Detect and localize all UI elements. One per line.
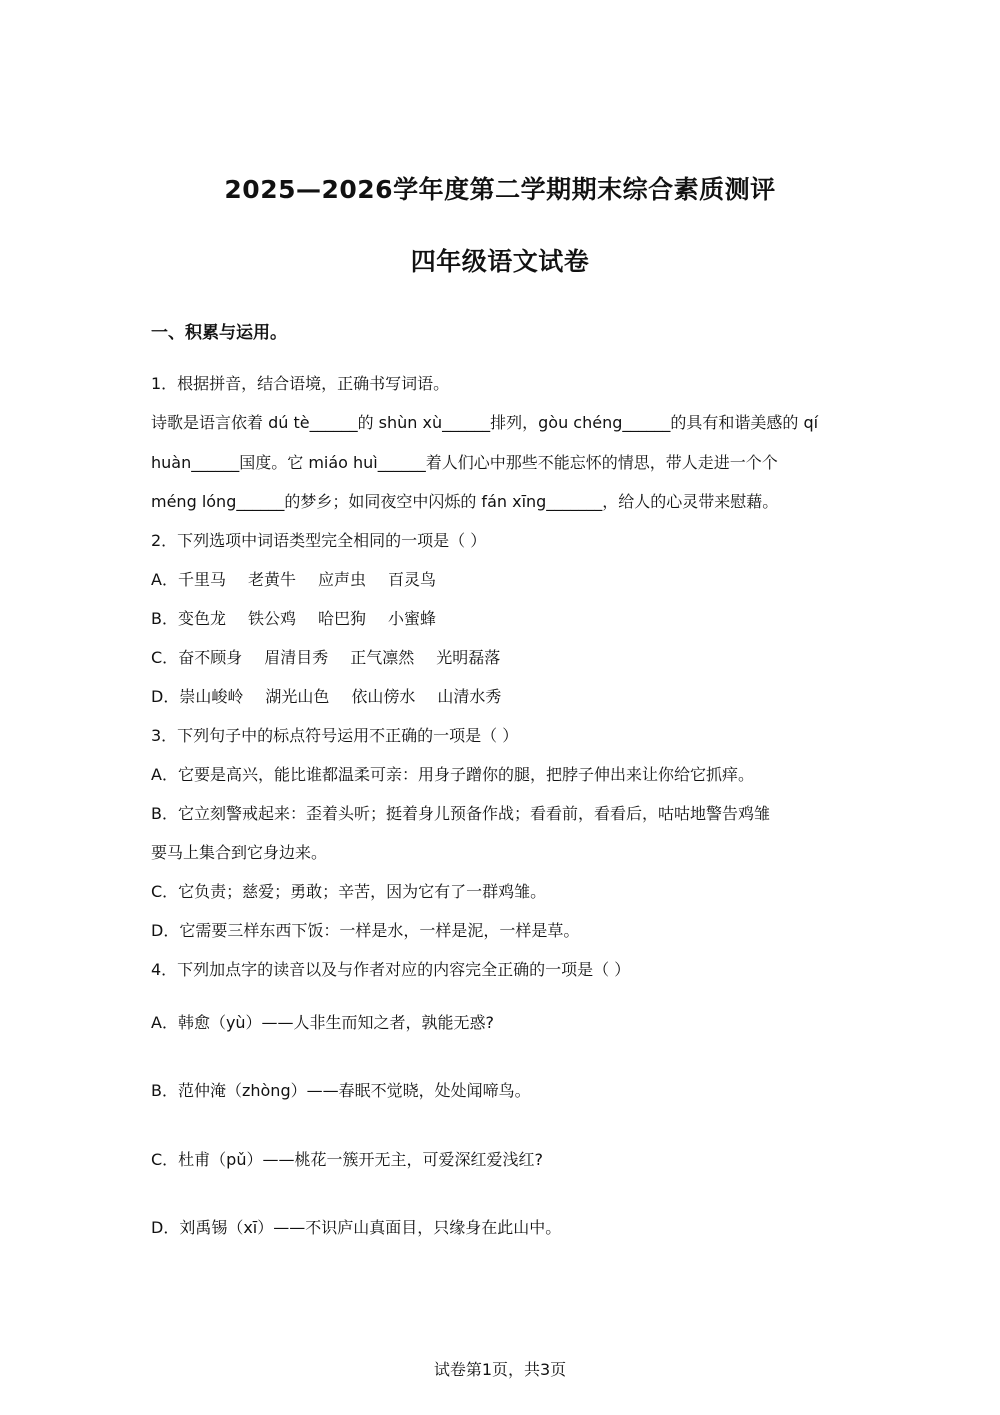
q3-option-d: D．它需要三样东西下饭：一样是水，一样是泥，一样是草。 [151,921,580,940]
option-word: 哈巴狗 [318,609,367,628]
option-word: 眉清目秀 [264,648,329,667]
q1-text-line1: 诗歌是语言依着 dú tè______的 shùn xù______排列，gòu chéng______的具有和谐美感的 qí [151,413,819,432]
page-footer: 试卷第1页，共3页 [433,1360,567,1379]
q2-option-c [151,645,522,668]
exam-subtitle: 四年级语文试卷 [410,247,590,276]
option-word: 山清水秀 [437,687,502,706]
option-letter: D． [151,687,180,706]
option-word: 正气凛然 [350,648,415,667]
q3-option-a: A．它要是高兴，能比谁都温柔可亲：用身子蹭你的腿，把脖子伸出来让你给它抓痒。 [151,765,754,784]
q1-text-line3: méng lóng______的梦乡；如同夜空中闪烁的 fán xīng_______，给人的心灵带来慰藉。 [151,492,779,511]
option-letter: C． [151,648,179,667]
option-letter: A． [151,570,178,589]
option-word: 光明磊落 [436,648,501,667]
q3-stem: 3．下列句子中的标点符号运用不正确的一项是（ ） [151,726,519,745]
q3-option-b-line2: 要马上集合到它身边来。 [151,843,328,862]
option-word: 应声虫 [317,570,366,589]
option-word: 老黄牛 [247,570,296,589]
option-word: 变色龙 [177,609,226,628]
q1-stem: 1．根据拼音，结合语境，正确书写词语。 [151,374,450,393]
option-word: 奋不顾身 [178,648,243,667]
q2-option-b [151,606,458,629]
q1-text-line2: huàn______国度。它 miáo huì______着人们心中那些不能忘怀的情思，带人走进一个个 [151,453,778,472]
q2-option-a [151,567,458,590]
option-word: 铁公鸡 [248,609,297,628]
section-heading: 一、积累与运用。 [151,323,287,343]
option-word: 小蜜蜂 [388,609,437,628]
option-word: 百灵鸟 [388,570,437,589]
option-word: 崇山峻岭 [179,687,244,706]
q2-stem: 2．下列选项中词语类型完全相同的一项是（ ） [151,531,487,550]
q4-option-d: D．刘禹锡（xī）——不识庐山真面目，只缘身在此山中。 [151,1218,562,1237]
option-word: 依山傍水 [351,687,416,706]
exam-title: 2025—2026学年度第二学期期末综合素质测评 [224,175,776,204]
q4-stem: 4．下列加点字的读音以及与作者对应的内容完全正确的一项是（ ） [151,960,631,979]
option-letter: B． [151,609,178,628]
q3-option-b-line1: B．它立刻警戒起来：歪着头听；挺着身儿预备作战；看看前，看看后，咕咕地警告鸡雏 [151,804,770,823]
q4-option-b: B．范仲淹（zhòng）——春眠不觉晓，处处闻啼鸟。 [151,1081,531,1100]
q3-option-c: C．它负责；慈爱；勇敢；辛苦，因为它有了一群鸡雏。 [151,882,547,901]
q4-option-c: C．杜甫（pǔ）——桃花一簇开无主，可爱深红爱浅红? [151,1150,543,1169]
option-word: 千里马 [177,570,226,589]
q4-option-a: A．韩愈（yù）——人非生而知之者，孰能无惑? [151,1013,495,1032]
q2-option-d [151,684,523,707]
option-word: 湖光山色 [265,687,330,706]
